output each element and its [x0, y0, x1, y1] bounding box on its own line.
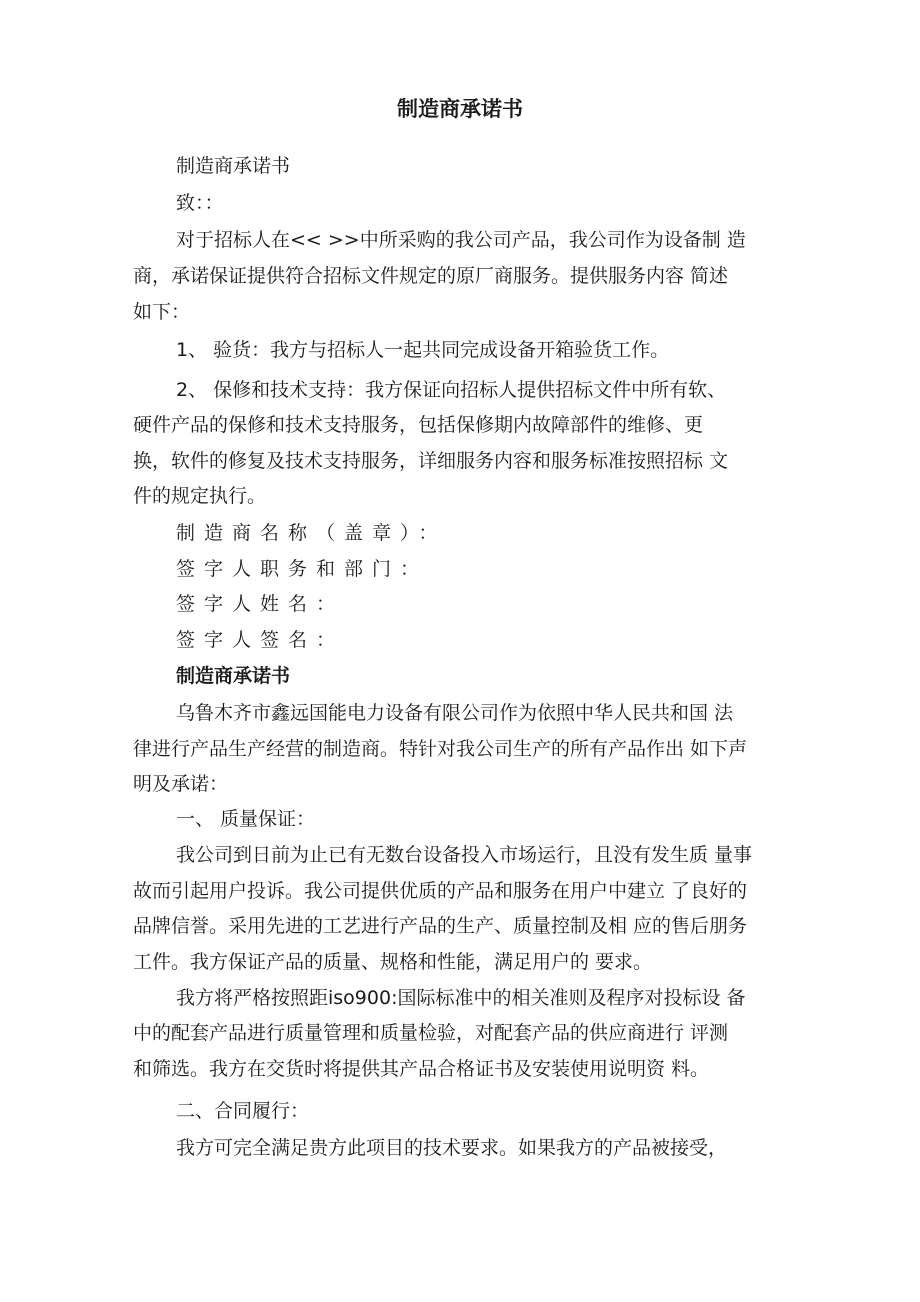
heading-line: 制造商承诺书 [176, 155, 291, 177]
section-heading: 制造商承诺书 [176, 665, 291, 687]
signature-field-line: 制造商名称（盖章）： [176, 522, 447, 544]
paragraph-line: 如下： [133, 301, 191, 323]
list-item-line: 2、 保修和技术支持：我方保证向招标人提供招标文件中所有软、 [176, 379, 727, 401]
signature-field-line: 签字人姓名： [176, 593, 345, 615]
paragraph-line: 我方可完全满足贵方此项目的技术要求。如果我方的产品被接受， [176, 1137, 728, 1159]
document-title: 制造商承诺书 [397, 97, 523, 121]
paragraph-line: 中的配套产品进行质量管理和质量检验，对配套产品的供应商进行 评测 [133, 1022, 729, 1044]
paragraph-line: 商，承诺保证提供符合招标文件规定的原厂商服务。提供服务内容 简述 [133, 265, 729, 287]
paragraph-line: 乌鲁木齐市鑫远国能电力设备有限公司作为依照中华人民共和国 法 [176, 702, 734, 724]
salutation-line: 致：： [176, 192, 224, 214]
paragraph-line: 和筛选。我方在交货时将提供其产品合格证书及安装使用说明资 料。 [133, 1058, 710, 1080]
paragraph-line: 我方将严格按照距iso900:国际标准中的相关准则及程序对投标设 备 [176, 987, 746, 1009]
paragraph-line: 换，软件的修复及技术支持服务，详细服务内容和服务标准按照招标 文 [133, 450, 729, 472]
paragraph-line: 律进行产品生产经营的制造商。特针对我公司生产的所有产品作出 如下声 [133, 738, 748, 760]
paragraph-line: 件的规定执行。 [133, 485, 267, 507]
paragraph-line: 我公司到日前为止已有无数台设备投入市场运行，且没有发生质 量事 [176, 844, 753, 866]
list-item-line: 1、 验货：我方与招标人一起共同完成设备开箱验货工作。 [176, 339, 670, 361]
section-heading: 二、合同履行： [176, 1100, 310, 1122]
paragraph-line: 明及承诺： [133, 773, 229, 795]
section-heading: 一、 质量保证： [176, 808, 316, 830]
paragraph-line: 故而引起用户投诉。我公司提供优质的产品和服务在用户中建立 了良好的 [133, 880, 748, 902]
paragraph-line: 品牌信誉。采用先进的工艺进行产品的生产、质量控制及相 应的售后朋务 [133, 915, 748, 937]
signature-field-line: 签字人职务和部门： [176, 558, 429, 580]
paragraph-line: 对于招标人在<< >>中所采购的我公司产品，我公司作为设备制 造 [176, 229, 746, 251]
paragraph-line: 工件。我方保证产品的质量、规格和性能，满足用户的 要求。 [133, 951, 653, 973]
paragraph-line: 硬件产品的保修和技术支持服务，包括保修期内故障部件的维修、更 [133, 414, 704, 436]
signature-field-line: 签字人签名： [176, 629, 345, 651]
